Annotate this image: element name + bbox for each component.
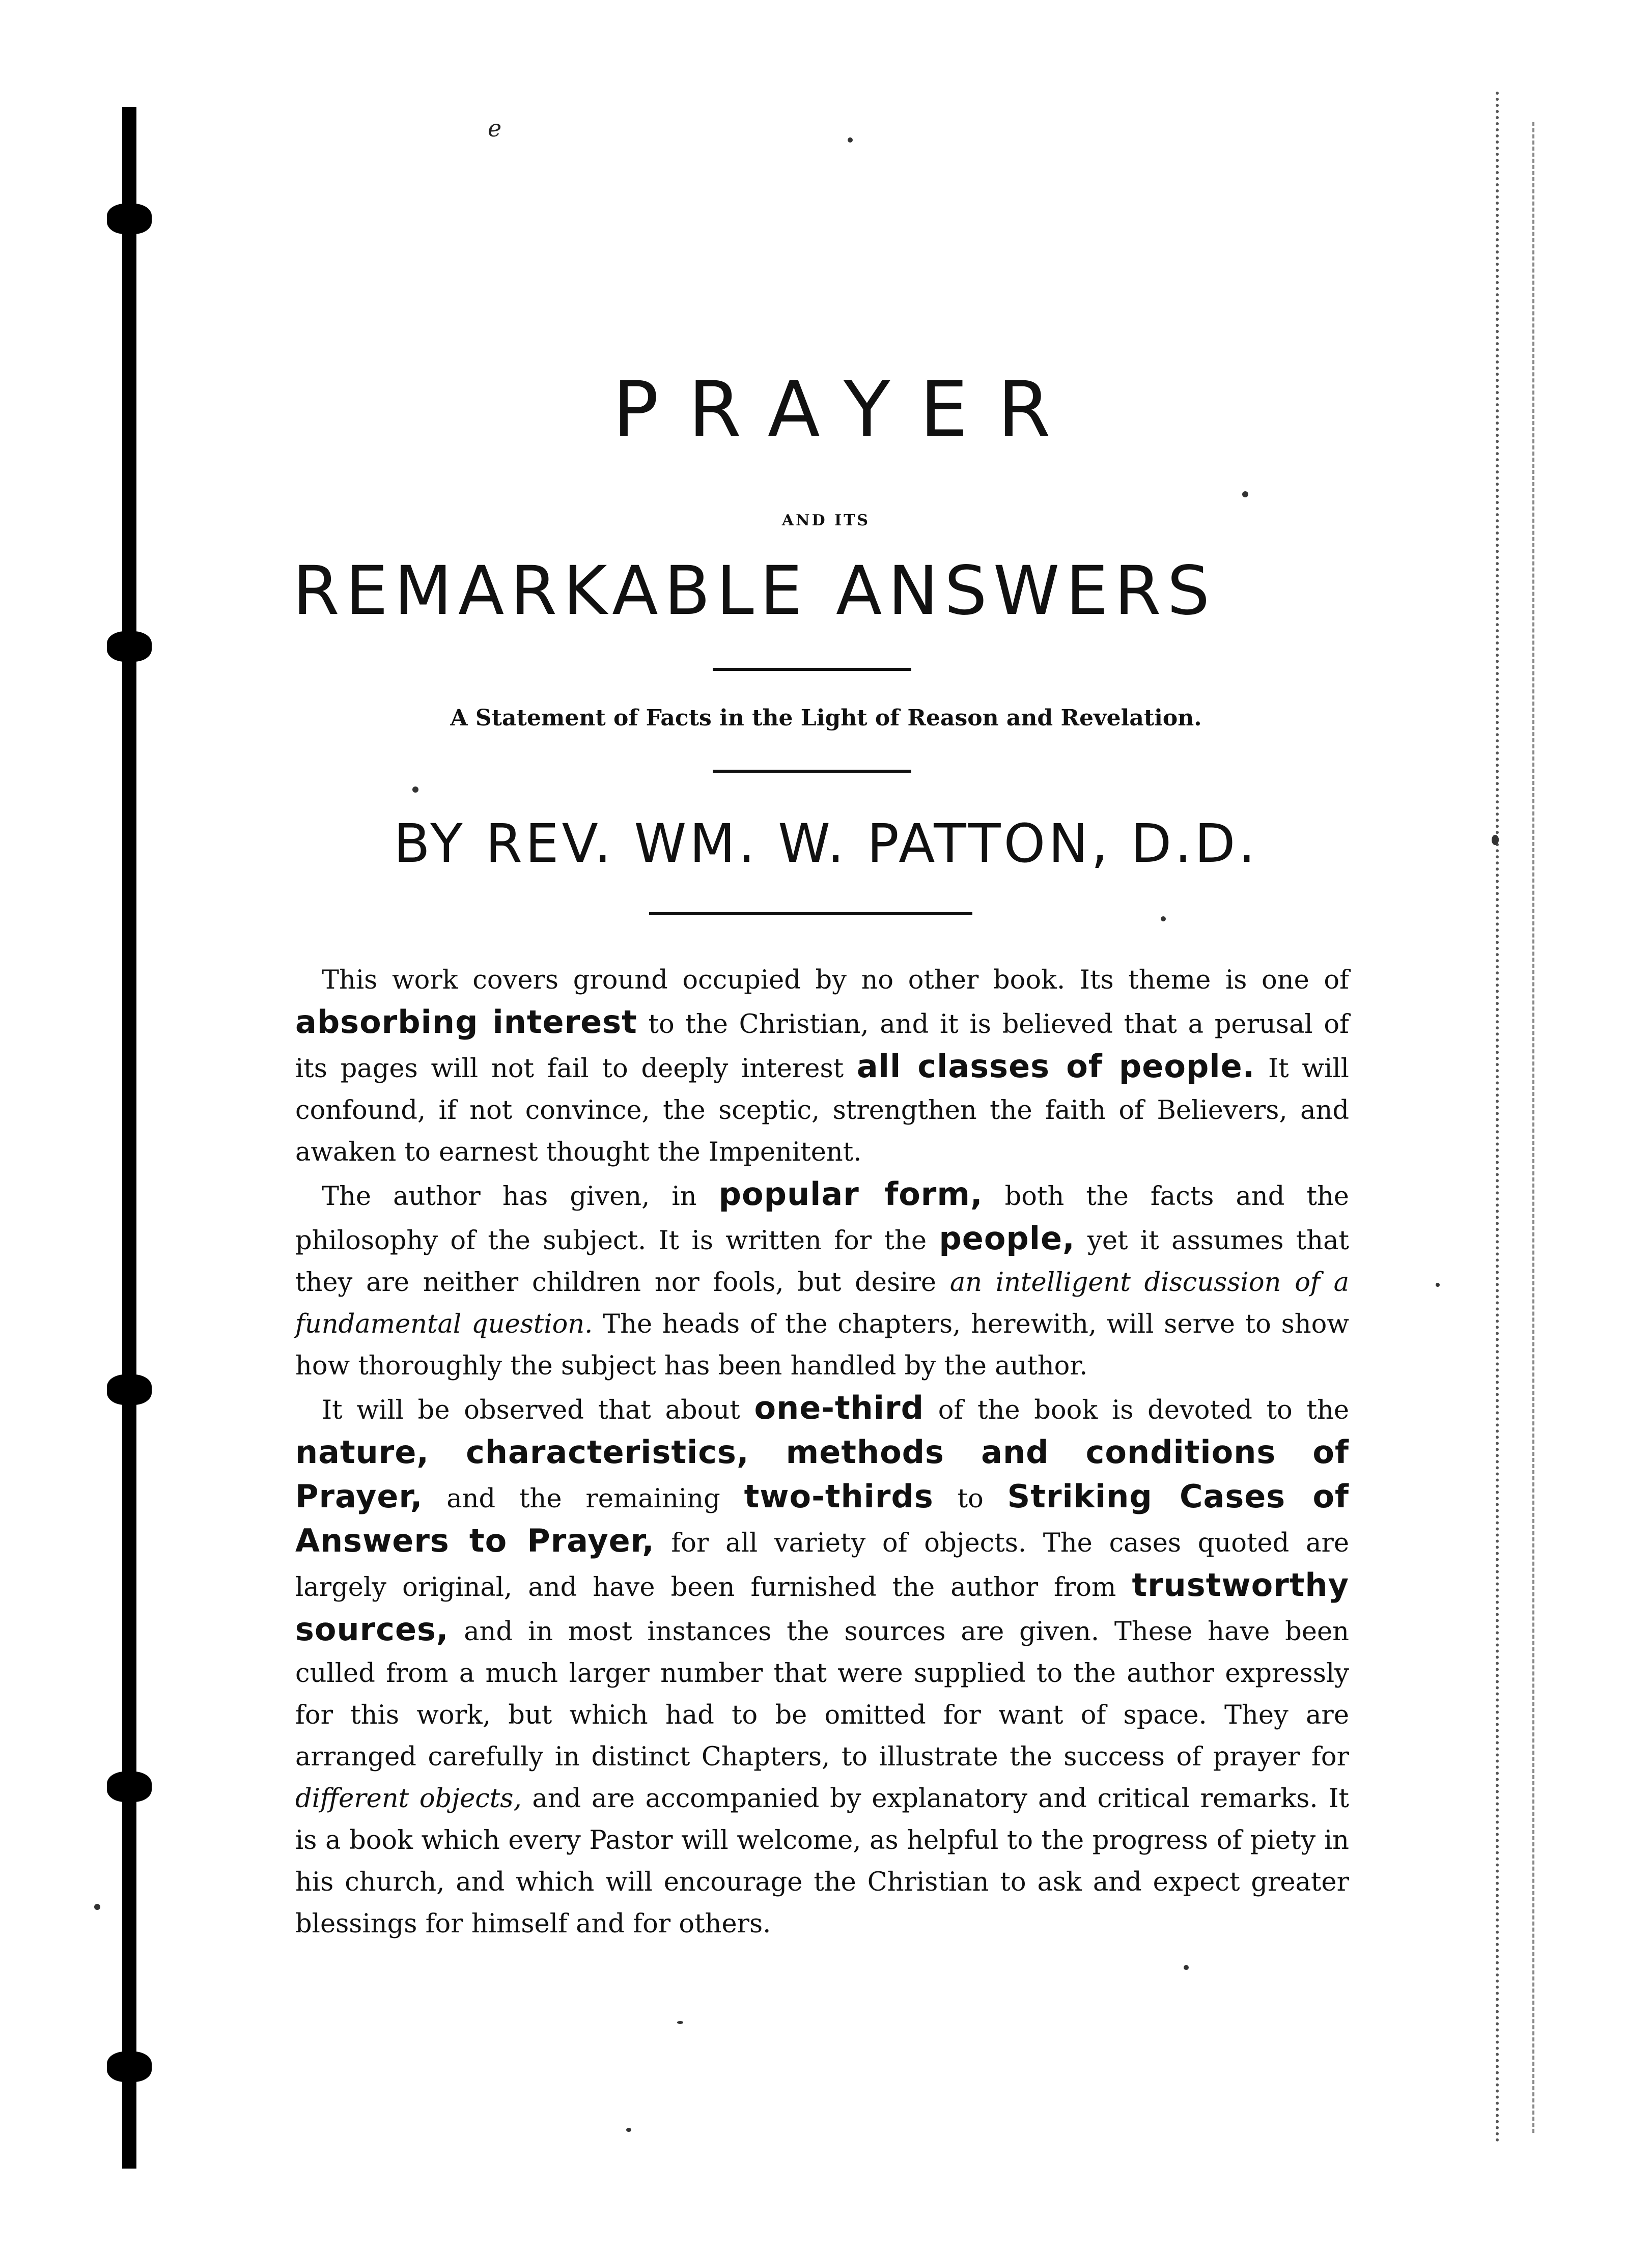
description-body (295, 960, 1349, 1945)
stray-pen-mark: e (488, 115, 502, 142)
scan-speck (1184, 1965, 1189, 1970)
italic-phrase: an intelligent discussion of a fundamental question. (295, 1268, 1349, 1339)
text-run: This work covers ground occupied by no other book. Its theme is one of (322, 965, 1349, 995)
scan-speck (848, 137, 853, 143)
binding-knot (107, 1772, 152, 1802)
text-run: It will be observed that about (322, 1395, 754, 1425)
text-run: The heads of the chapters, herewith, will serve to show how thoroughly the subject has been handled by the author. (295, 1309, 1349, 1381)
highlight-phrase: popular form, (718, 1175, 983, 1213)
page-subtitle: REMARKABLE ANSWERS (293, 552, 1216, 630)
text-run: The author has given, in (322, 1182, 719, 1212)
highlight-phrase: trustworthy sources, (295, 1566, 1349, 1648)
highlight-phrase: all classes of people. (856, 1048, 1255, 1085)
text-run: to (933, 1484, 1007, 1514)
text-run: for all variety of objects. The cases quoted are largely original, and have been furnished the author from (295, 1528, 1350, 1603)
paragraph-2 (295, 1173, 1349, 1387)
text-run: and in most instances the sources are given. These have been culled from a much larger number that were supplied to the author expressly for this work, but which had to be omitted for want of space. They are arranged carefully in distinct Chapters, to illustrate the success of prayer for (295, 1617, 1349, 1772)
text-run: to the Christian, and it is believed that a perusal of its pages will not fail to deeply interest (295, 1009, 1349, 1084)
highlight-phrase: nature, characteristics, methods and conditions of Prayer, (295, 1433, 1349, 1515)
binding-knot (107, 631, 152, 662)
highlight-phrase: one-third (754, 1389, 924, 1426)
highlight-phrase: two-thirds (744, 1478, 934, 1515)
tagline: A Statement of Facts in the Light of Reason and Revelation. (450, 705, 1202, 731)
binding-knot (107, 1374, 152, 1405)
text-run: and the remaining (423, 1484, 744, 1514)
text-run: both the facts and the philosophy of the subject. It is written for the (295, 1182, 1349, 1256)
binding-knot (107, 2051, 152, 2082)
scan-speck (94, 1904, 100, 1910)
scan-speck (412, 786, 418, 793)
divider-rule (713, 770, 911, 773)
text-run: of the book is devoted to the (924, 1395, 1350, 1425)
title-connector: AND ITS (781, 512, 871, 529)
scan-speck (1161, 916, 1166, 921)
page-title: PRAYER (612, 366, 1080, 454)
scan-speck (626, 2128, 631, 2132)
paragraph-3 (295, 1387, 1349, 1945)
scan-speck (1436, 1283, 1440, 1287)
text-run: yet it assumes that they are neither children nor fools, but desire (295, 1226, 1350, 1298)
highlight-phrase: Striking Cases of Answers to Prayer, (295, 1478, 1350, 1559)
highlight-phrase: absorbing interest (295, 1003, 637, 1041)
paragraph-1 (295, 960, 1349, 1173)
text-run: and are accompanied by explanatory and critical remarks. It is a book which every Pastor will welcome, as helpful to the progress of piety in his church, and which will encourage the Christian to ask and expect greater blessings for himself and for others. (295, 1784, 1349, 1939)
scan-speck (677, 2021, 683, 2024)
author-line: BY REV. WM. W. PATTON, D.D. (394, 812, 1258, 875)
highlight-phrase: people, (939, 1220, 1075, 1257)
divider-rule (713, 668, 911, 671)
binding-knot (107, 204, 152, 234)
italic-phrase: different objects, (295, 1784, 522, 1814)
text-run: It will confound, if not convince, the sceptic, strengthen the faith of Believers, and awaken to earnest thought the Impenitent. (295, 1054, 1349, 1167)
scan-speck (1242, 491, 1248, 497)
divider-rule (649, 912, 972, 915)
